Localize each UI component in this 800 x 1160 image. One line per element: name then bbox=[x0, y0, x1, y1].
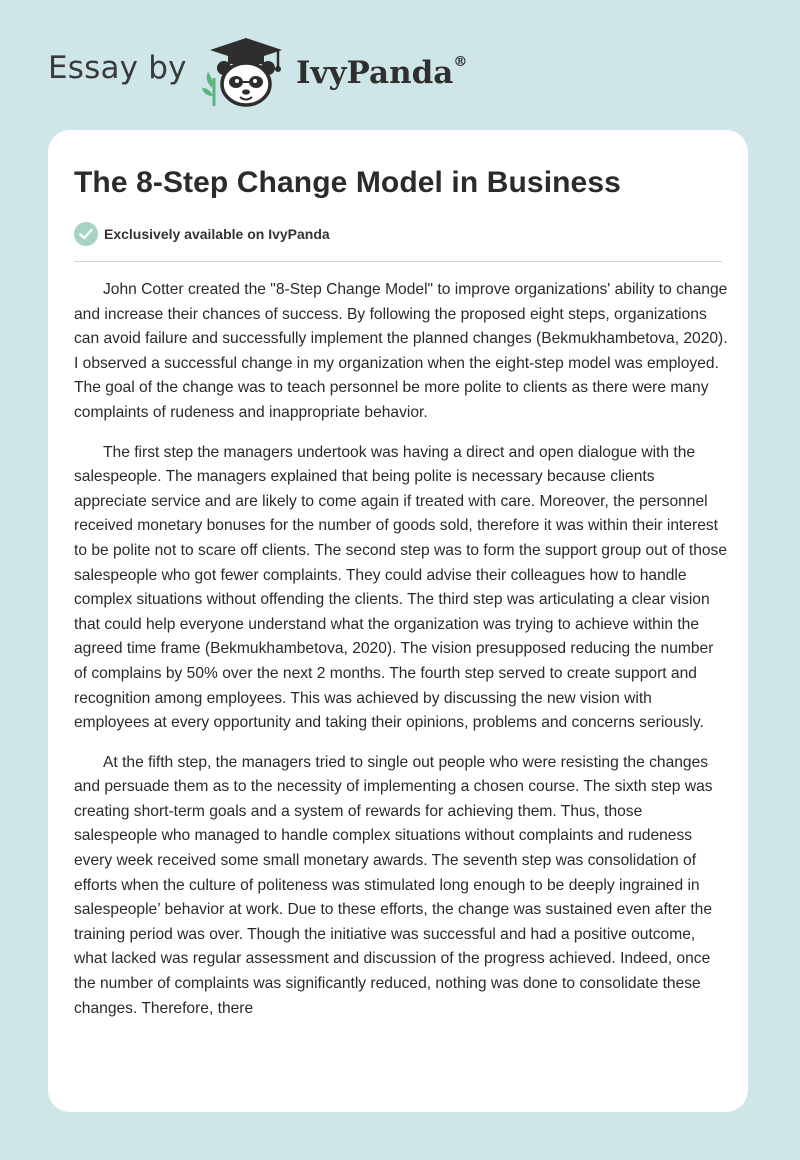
exclusive-badge bbox=[74, 222, 330, 246]
site-header bbox=[0, 0, 800, 130]
exclusive-label: Exclusively available on IvyPanda bbox=[104, 226, 330, 242]
paragraph: At the fifth step, the managers tried to single out people who were resisting the changes and persuade them as to the necessity of implementing a chosen course. The sixth step was creating short-term goals and a system of rewards for achieving them. Thus, those salespeople who managed to handle complex situations without complaints and rudeness every week received some small monetary awards. The seventh step was consolidation of efforts when the culture of politeness was stimulated long enough to be deeply ingrained in salespeople’ behavior at work. Due to these efforts, the change was sustained even after the training period was over. Though the initiative was successful and had a positive outcome, what lacked was regular assessment and discussion of the progress achieved. Indeed, once the number of complaints was significantly reduced, nothing was done to consolidate these changes. Therefore, there bbox=[74, 753, 713, 1017]
registered-mark: ® bbox=[453, 53, 468, 70]
panda-logo-icon[interactable] bbox=[200, 36, 292, 108]
essay-by-label: Essay by bbox=[48, 50, 187, 86]
brand-name[interactable] bbox=[296, 55, 467, 91]
check-circle-icon bbox=[74, 222, 98, 246]
essay-card bbox=[48, 130, 748, 1112]
brand-text: IvyPanda bbox=[296, 55, 454, 91]
paragraph: The first step the managers undertook was having a direct and open dialogue with the salespeople. The managers explained that being polite is necessary because clients appreciate service and are likely to come again if treated with care. Moreover, the personnel received monetary bonuses for the number of goods sold, therefore it was within their interest to be polite not to scare off clients. The second step was to form the support group out of those salespeople who got fewer complaints. They could advise their colleagues how to handle complex situations without offending the clients. The third step was articulating a clear vision that could help everyone understand what the organization was trying to achieve within the agreed time frame (Bekmukhambetova, 2020). The vision presupposed reducing the number of complains by 50% over the next 2 months. The fourth step served to create support and recognition among employees. This was achieved by discussing the new vision with employees at every opportunity and taking their opinions, problems and concerns seriously. bbox=[74, 443, 728, 732]
divider bbox=[74, 261, 722, 262]
essay-body bbox=[74, 278, 729, 1036]
page-title: The 8-Step Change Model in Business bbox=[74, 166, 621, 199]
paragraph: John Cotter created the "8-Step Change Model" to improve organizations' ability to change and increase their chances of success. By following the proposed eight steps, organizations can avoid failure and successfully implement the planned changes (Bekmukhambetova, 2020). I observed a successful change in my organization when the eight-step model was employed. The goal of the change was to teach personnel be more polite to clients as there were many complaints of rudeness and inappropriate behavior. bbox=[74, 281, 728, 421]
